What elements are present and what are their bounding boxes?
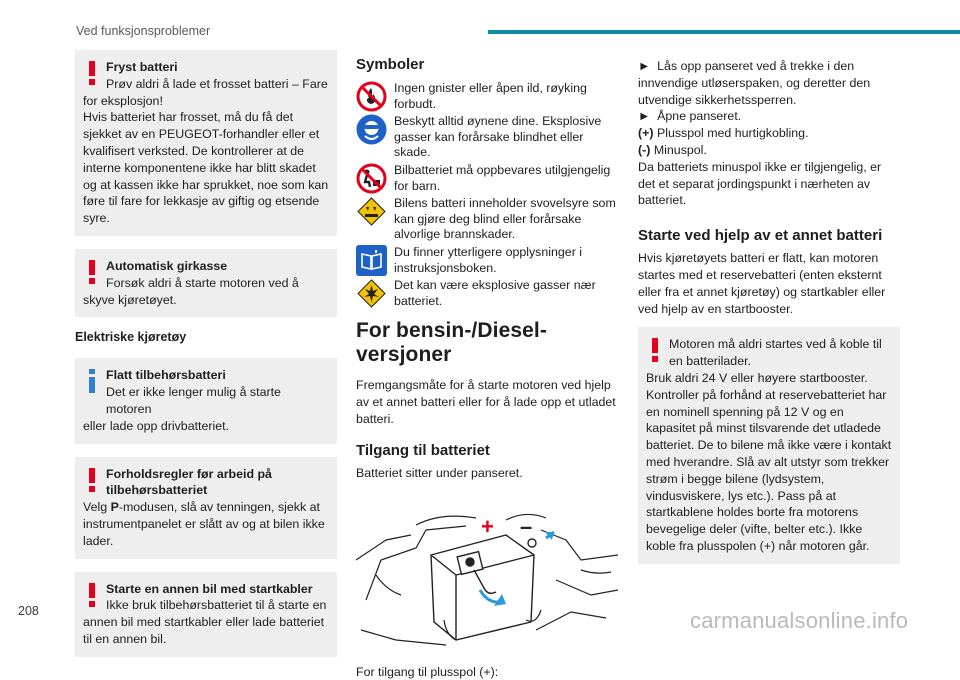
symbol-text: Bilens batteri inneholder svovelsyre som kan gjøre deg blind eller forårsake alvorlige brannskader. bbox=[394, 196, 616, 242]
keep-from-children-icon bbox=[356, 163, 387, 194]
subheading-battery-access: Tilgang til batteriet bbox=[356, 441, 490, 459]
explosive-gas-icon bbox=[356, 278, 387, 309]
box-text: annen bil med startkabler eller lade batteriet til en annen bil. bbox=[83, 615, 325, 646]
box-title: Forholdsregler før arbeid på bbox=[106, 466, 272, 481]
minus-terminal-text bbox=[638, 142, 900, 159]
column-right bbox=[638, 58, 900, 577]
symbols-heading: Symboler bbox=[356, 56, 425, 73]
info-box-flat-accessory-battery bbox=[75, 358, 337, 443]
symbol-text: Du finner ytterligere opplysninger i instruksjonsboken. bbox=[394, 244, 583, 275]
eye-protection-icon bbox=[356, 114, 387, 145]
header-accent-bar bbox=[488, 30, 960, 34]
section-title-electric: Elektriske kjøretøy bbox=[75, 330, 187, 345]
text-run: Velg bbox=[83, 500, 111, 515]
step-marker: ► bbox=[638, 59, 651, 73]
symbol-text: Ingen gnister eller åpen ild, røyking forbudt. bbox=[394, 81, 587, 111]
page-number: 208 bbox=[18, 604, 39, 618]
symbol-row bbox=[356, 278, 618, 309]
running-header: Ved funksjonsproblemer bbox=[76, 24, 211, 38]
box-text: Bruk aldri 24 V eller høyere startbooster. Kontroller på forhånd at reservebatteriet har en nominell spenning på 12 V og en kapasitet på minst tilsvarende det utladede batteriet. De to bilene må ikke være i kontakt med hverandre. Slå av alt utstyr som trekker strøm i begge bilene (lydsystem, vindusviskere, lys etc.). Pass på at startkablene holdes borte fra motorens bevegelige deler (vifte, belter etc.). Ikke koble fra plusspolen (+) når motoren går. bbox=[646, 370, 892, 553]
column-left bbox=[75, 50, 337, 670]
section-heading-petrol-diesel: For bensin-/Diesel-versjoner bbox=[356, 319, 547, 367]
battery-illustration bbox=[356, 500, 618, 647]
subheading-jump-start: Starte ved hjelp av et annet batteri bbox=[638, 227, 883, 245]
box-title: Fryst batteri bbox=[106, 60, 178, 74]
symbol-text: Beskytt alltid øynene dine. Eksplosive gasser kan forårsake blindhet eller skade. bbox=[394, 114, 602, 160]
warning-box-charger bbox=[638, 327, 900, 563]
no-flame-icon bbox=[356, 81, 387, 112]
box-text: skyve kjøretøyet. bbox=[83, 292, 177, 307]
box-title: Automatisk girkasse bbox=[106, 258, 228, 273]
warning-box-jump-start bbox=[75, 572, 337, 657]
column-middle bbox=[356, 56, 618, 680]
symbol-row bbox=[356, 81, 618, 112]
box-title: Flatt tilbehørsbatteri bbox=[106, 368, 226, 383]
symbol-row bbox=[356, 196, 618, 243]
box-text: eller lade opp drivbatteriet. bbox=[83, 418, 230, 433]
box-text: Prøv aldri å lade et frosset batteri – Fare bbox=[106, 76, 328, 91]
symbol-row bbox=[356, 245, 618, 276]
box-text bbox=[83, 499, 329, 549]
step-text: Lås opp panseret ved å trekke i den innvendige utløserspaken, og deretter den utvendige sikkerhetssperren. bbox=[638, 59, 871, 107]
jump-start-text: Hvis kjøretøyets batteri er flatt, kan motoren startes med et reservebatteri (enten eksternt eller fra et annet kjøretøy) og startkabler eller ved hjelp av en startbooster. bbox=[638, 251, 886, 316]
plus-terminal-text bbox=[638, 125, 900, 142]
warning-box-automatic-gearbox bbox=[75, 249, 337, 317]
box-text: for eksplosjon! bbox=[83, 93, 163, 108]
step-text: Åpne panseret. bbox=[657, 109, 742, 124]
box-text: Ikke bruk tilbehørsbatteriet til å starte en bbox=[106, 598, 327, 613]
mode-letter: P bbox=[110, 500, 119, 515]
plus-terminal-label: (+) bbox=[638, 126, 654, 141]
watermark: carmanualsonline.info bbox=[690, 608, 909, 633]
box-title: en batterilader. bbox=[669, 354, 751, 369]
intro-text: Fremgangsmåte for å starte motoren ved hjelp av et annet batteri eller for å lade opp et utladet batteri. bbox=[356, 378, 616, 426]
corrosive-acid-icon bbox=[356, 196, 387, 227]
step-unlock-bonnet bbox=[638, 58, 900, 108]
box-title: Starte en annen bil med startkabler bbox=[106, 581, 313, 596]
figure-caption: For tilgang til plusspol (+): bbox=[356, 664, 499, 679]
minus-label: – bbox=[520, 513, 533, 539]
warning-icon bbox=[83, 61, 101, 87]
text-run: Plusspol med hurtigkobling. bbox=[653, 126, 809, 141]
symbol-text: Det kan være eksplosive gasser nær batteriet. bbox=[394, 278, 596, 308]
box-text: Det er ikke lenger mulig å starte motoren bbox=[106, 385, 281, 416]
warning-icon bbox=[646, 338, 664, 364]
box-title: Motoren må aldri startes ved å koble til bbox=[669, 337, 882, 352]
symbol-text: Bilbatteriet må oppbevares utilgjengelig for barn. bbox=[394, 162, 611, 193]
warning-icon bbox=[83, 260, 101, 286]
warning-box-frozen-battery bbox=[75, 50, 337, 236]
plus-label: + bbox=[481, 513, 494, 539]
ground-note: Da batteriets minuspol ikke er tilgjengelig, er det et separat jordingspunkt i nærheten av batteriet. bbox=[638, 159, 882, 208]
minus-terminal-label: (-) bbox=[638, 142, 651, 157]
read-manual-icon bbox=[356, 245, 387, 276]
warning-box-precautions bbox=[75, 457, 337, 559]
access-text: Batteriet sitter under panseret. bbox=[356, 465, 523, 480]
step-open-bonnet bbox=[638, 108, 900, 125]
warning-icon bbox=[83, 468, 101, 494]
warning-icon bbox=[83, 583, 101, 609]
text-run: -modusen, slå av tenningen, sjekk at instrumentpanelet er slått av og at bilen ikke lader. bbox=[83, 500, 325, 548]
box-title: tilbehørsbatteriet bbox=[106, 483, 208, 498]
step-marker: ► bbox=[638, 109, 651, 124]
symbol-row bbox=[356, 114, 618, 161]
box-text: Forsøk aldri å starte motoren ved å bbox=[106, 275, 299, 290]
box-text: Hvis batteriet har frosset, må du få det sjekket av en PEUGEOT-forhandler eller et kvalifisert verksted. De kontrollerer at de interne komponentene ikke har blitt skadet og at kassen ikke har sprukket, noe som kan føre til fare for lekkasje av giftig og etsende syre. bbox=[83, 110, 329, 226]
info-icon bbox=[83, 369, 101, 395]
symbol-row bbox=[356, 163, 618, 194]
text-run: Minuspol. bbox=[650, 142, 707, 157]
